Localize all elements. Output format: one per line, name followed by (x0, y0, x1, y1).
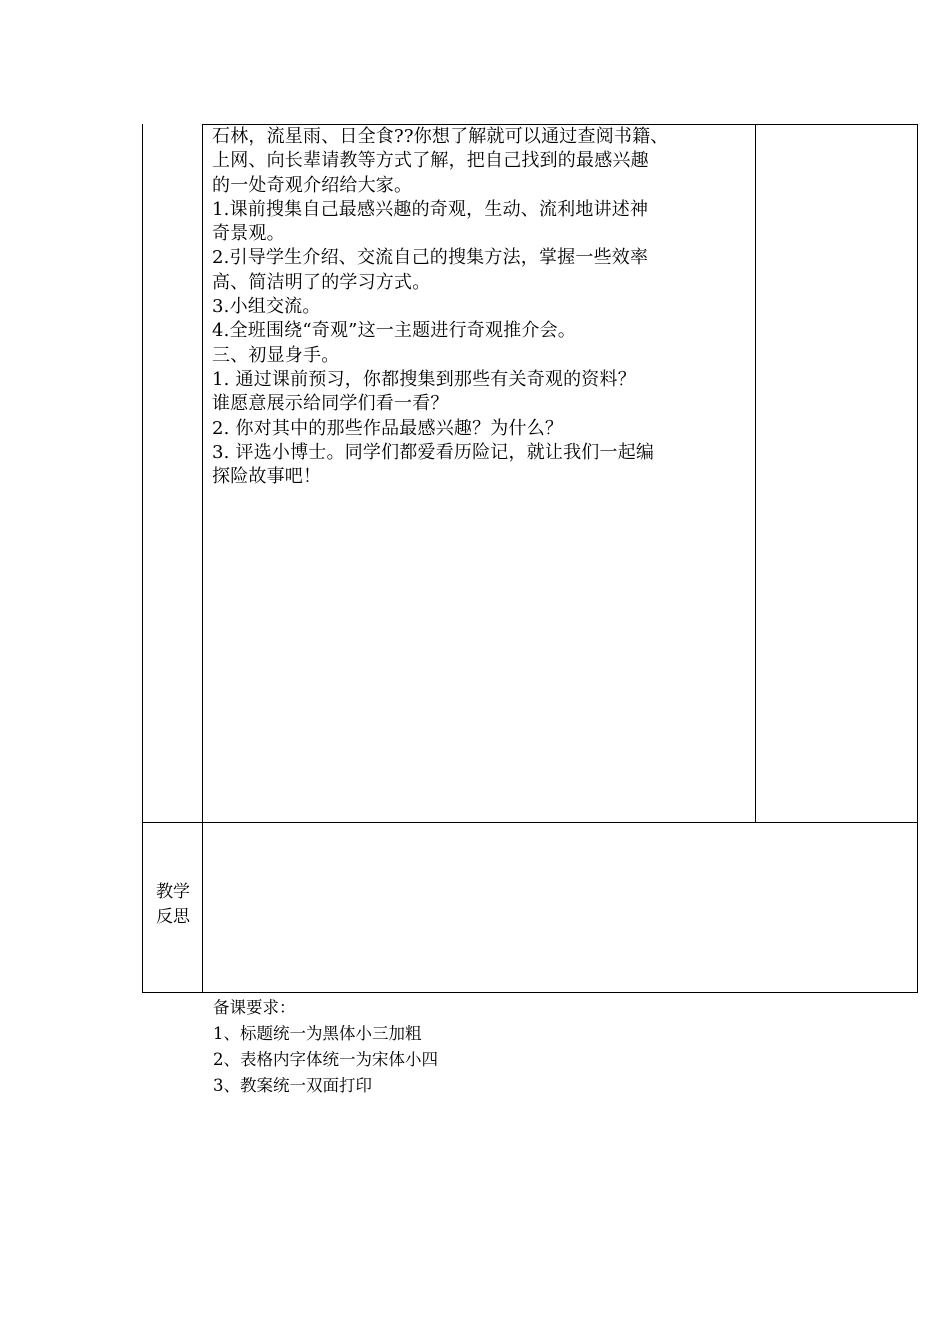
lesson-line: 3. 评选小博士。同学们都爱看历险记，就让我们一起编 (212, 441, 655, 463)
lesson-line: 高、简洁明了的学习方式。 (212, 271, 431, 293)
requirements-title: 备课要求： (213, 998, 296, 1017)
requirement-item: 2、表格内字体统一为宋体小四 (213, 1050, 438, 1069)
lesson-line: 2.引导学生介绍、交流自己的搜集方法，掌握一些效率 (212, 247, 649, 269)
lesson-line: 石林，流星雨、日全食??你想了解就可以通过查阅书籍、 (212, 126, 669, 147)
requirement-item: 1、标题统一为黑体小三加粗 (213, 1024, 422, 1043)
reflection-label (143, 880, 203, 930)
requirements-notes (213, 995, 438, 1099)
reflection-label-line2: 反思 (156, 907, 190, 927)
table-border-col3 (755, 124, 756, 823)
lesson-line: 奇景观。 (212, 223, 285, 245)
table-border-middle (142, 822, 918, 823)
lesson-line: 三、初显身手。 (212, 344, 340, 366)
lesson-line: 4.全班围绕“奇观”这一主题进行奇观推介会。 (212, 320, 576, 342)
lesson-line: 谁愿意展示给同学们看一看？ (212, 393, 449, 415)
reflection-content (212, 830, 902, 980)
lesson-line: 的一处奇观介绍给大家。 (212, 174, 413, 196)
table-border-bottom (142, 992, 918, 993)
table-border-right (917, 124, 918, 993)
lesson-line: 上网、向长辈请教等方式了解，把自己找到的最感兴趣 (212, 150, 649, 172)
reflection-label-line1: 教学 (156, 882, 190, 902)
lesson-line: 3.小组交流。 (212, 296, 321, 318)
table-border-col2 (202, 124, 203, 993)
table-border-left (142, 124, 143, 993)
requirement-item: 3、教案统一双面打印 (213, 1076, 372, 1095)
lesson-line: 1. 通过课前预习，你都搜集到那些有关奇观的资料？ (212, 368, 636, 390)
lesson-line: 1.课前搜集自己最感兴趣的奇观，生动、流利地讲述神 (212, 198, 649, 220)
lesson-line: 探险故事吧！ (212, 466, 322, 488)
lesson-line: 2. 你对其中的那些作品最感兴趣？为什么？ (212, 417, 564, 439)
lesson-content (212, 125, 752, 489)
